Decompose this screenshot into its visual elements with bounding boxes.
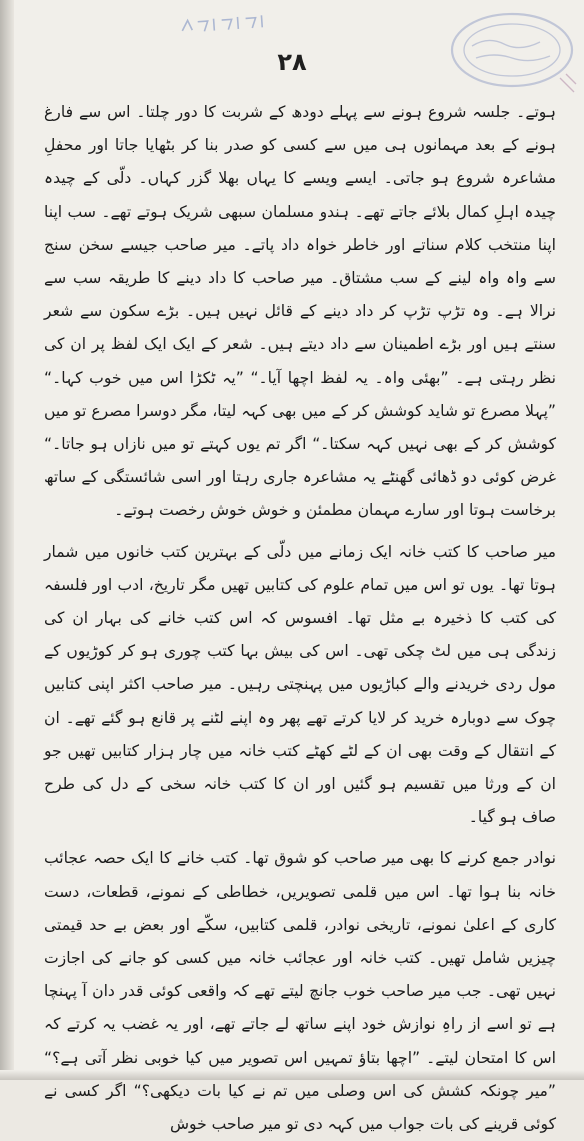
scribble-icon	[177, 9, 268, 37]
paragraph-library: میر صاحب کا کتب خانہ ایک زمانے میں دلّی کے بہترین کتب خانوں میں شمار ہوتا تھا۔ یوں تو اس میں تمام علوم کی کتابیں تھیں مگر تاریخ، ادب اور فلسفہ کی کتب کا ذخیرہ بے مثل تھا۔ افسوس کہ اس کتب خانے کی بہار ان کی زندگی ہی میں لٹ چکی تھی۔ اس کی بیش بہا کتب چوری ہو کر کوڑیوں کے مول ردی خریدنے والے کباڑیوں میں پہنچتی رہیں۔ میر صاحب اکثر اپنی کتابیں چوک سے دوبارہ خرید کر لایا کرتے تھے پھر وہ اپنے لٹنے پر قانع ہو گئے تھے۔ ان کے انتقال کے وقت بھی ان کے لٹے کھٹے کتب خانہ میں چار ہزار کتابیں تھیں جو ان کے ورثا میں تقسیم ہو گئیں اور ان کا کتب خانہ سخی کے دل کی طرح صاف ہو گیا۔	[44, 542, 556, 827]
paragraph-mushaira: ہوتے۔ جلسہ شروع ہونے سے پہلے دودھ کے شربت کا دور چلتا۔ اس سے فارغ ہونے کے بعد مہمانوں ہی میں سے کسی کو صدر بنا کر بٹھایا جاتا اور محفلِ مشاعرہ شروع ہو جاتی۔ ایسے ویسے کا یہاں بھلا گزر کہاں۔ دلّی کے چیدہ چیدہ اہلِ کمال بلائے جاتے تھے۔ ہندو مسلمان سبھی شریک ہوتے تھے۔ سب اپنا اپنا منتخب کلام سناتے اور خاطر خواہ داد پاتے۔ میر صاحب جیسے سخن سنج سے واہ واہ لینے کے سب مشتاق۔ میر صاحب کا داد دینے کا طریقہ سب سے نرالا ہے۔ وہ تڑپ تڑپ کر داد دینے کے قائل نہیں ہیں۔ بڑے سکون سے شعر سنتے ہیں اور بڑے اطمینان سے داد دیتے ہیں۔ شعر کے ایک ایک لفظ پر ان کی نظر رہتی ہے۔ ”بھئی واہ۔ یہ لفظ اچھا آیا۔“ ”یہ ٹکڑا اس میں خوب کہا۔“ ”پہلا مصرع تو شاید کوشش کر کے میں بھی کہہ لیتا، مگر دوسرا مصرع تو میں کوشش کر کے بھی نہیں کہہ سکتا۔“ اگر تم یوں کہتے تو میں نازاں ہو جاتا۔“ غرض کوئی دو ڈھائی گھنٹے یہ مشاعرہ جاری رہتا اور اسی شائستگی کے ساتھ برخاست ہوتا اور سارے مہمان مطمئن و خوش خوش رخصت ہوتے۔	[44, 103, 556, 520]
page-binding-shadow	[0, 0, 14, 1080]
urdu-text-body	[44, 96, 556, 1134]
page-bottom-shadow	[0, 1070, 584, 1080]
page-number: ۲۸	[277, 48, 307, 76]
paragraph-curiosities: نوادر جمع کرنے کا بھی میر صاحب کو شوق تھا۔ کتب خانے کا ایک حصہ عجائب خانہ بنا ہوا تھا۔ اس میں قلمی تصویریں، خطاطی کے نمونے، قطعات، دست کاری کے اعلیٰ نمونے، تاریخی نوادر، قلمی کتابیں، سکّے اور بعض بے حد قیمتی چیزیں شامل تھیں۔ کتب خانہ اور عجائب خانہ میں کسی کو جانے کی اجازت نہیں تھی۔ جب میر صاحب خوب جانچ لیتے تھے کہ واقعی کوئی قدر دان آ پہنچا ہے تو اسے از راہِ نوازش خود اپنے ساتھ لے جاتے تھے، اور یہ غضب یہ کرتے کہ اس کا امتحان لیتے۔ ”اچھا بتاؤ تمہیں اس تصویر میں کیا خوبی نظر آتی ہے؟“ ”میر چونکہ کشش کی اس وصلی میں تم نے کیا بات دیکھی؟“ اگر کسی نے کوئی قرینے کی بات جواب میں کہہ دی تو میر صاحب خوش	[44, 849, 556, 1134]
handwritten-pencil-mark	[177, 9, 269, 41]
